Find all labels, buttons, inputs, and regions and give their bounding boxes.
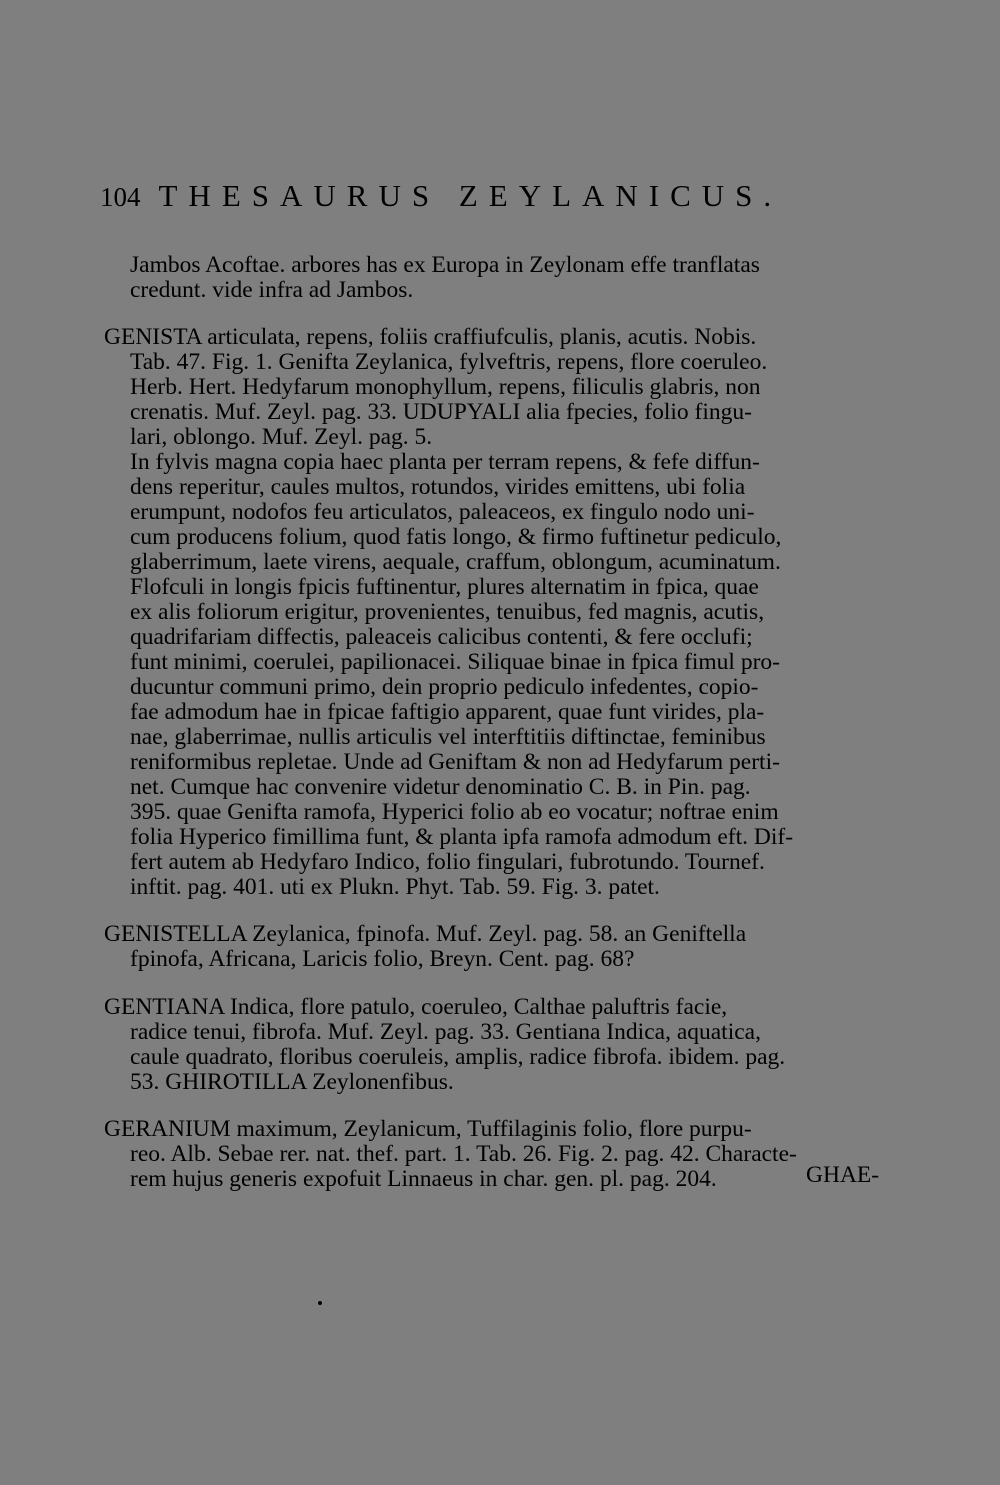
text-line: fert autem ab Hedyfaro Indico, folio fingulari, fubrotundo. Tournef. — [130, 849, 765, 875]
text-line: dens reperitur, caules multos, rotundos, virides emittens, ubi folia — [130, 474, 746, 500]
text-line: net. Cumque hac convenire videtur denominatio C. B. in Pin. pag. — [130, 774, 751, 800]
text-line: lari, oblongo. Muf. Zeyl. pag. 5. — [130, 424, 433, 450]
text-line: reniformibus repletae. Unde ad Geniftam & non ad Hedyfarum perti- — [130, 749, 780, 775]
text-line: GERANIUM maximum, Zeylanicum, Tuffilaginis folio, flore purpu- — [104, 1116, 752, 1142]
running-title: THESAURUS ZEYLANICUS. — [158, 178, 783, 213]
text-line: Flofculi in longis fpicis fuftinentur, plures alternatim in fpica, quae — [130, 574, 759, 600]
text-line: Jambos Acoftae. arbores has ex Europa in Zeylonam effe tranflatas — [130, 252, 760, 278]
text-line: 395. quae Genifta ramofa, Hyperici folio ab eo vocatur; noftrae enim — [130, 799, 779, 825]
text-line: nae, glaberrimae, nullis articulis vel interftitiis diftinctae, feminibus — [130, 724, 766, 750]
text-line: Tab. 47. Fig. 1. Genifta Zeylanica, fylveftris, repens, flore coeruleo. — [130, 349, 768, 375]
ink-speck — [318, 1301, 322, 1305]
text-line: Herb. Hert. Hedyfarum monophyllum, repens, filiculis glabris, non — [130, 374, 761, 400]
text-line: reo. Alb. Sebae rer. nat. thef. part. 1. Tab. 26. Fig. 2. pag. 42. Characte- — [130, 1141, 797, 1167]
text-line: caule quadrato, floribus coeruleis, amplis, radice fibrofa. ibidem. pag. — [130, 1044, 786, 1070]
text-line: GENISTELLA Zeylanica, fpinofa. Muf. Zeyl. pag. 58. an Geniftella — [104, 921, 747, 947]
text-line: fae admodum hae in fpicae faftigio apparent, quae funt virides, pla- — [130, 699, 765, 725]
text-line: cum producens folium, quod fatis longo, & firmo fuftinetur pediculo, — [130, 524, 782, 550]
text-line: ducuntur communi primo, dein proprio pediculo infedentes, copio- — [130, 674, 759, 700]
text-line: ex alis foliorum erigitur, provenientes, tenuibus, fed magnis, acutis, — [130, 599, 765, 625]
text-line: credunt. vide infra ad Jambos. — [130, 277, 414, 303]
text-line: GENISTA articulata, repens, foliis craffiufculis, planis, acutis. Nobis. — [104, 324, 757, 350]
catchword: GHAE- — [806, 1162, 880, 1188]
text-line: funt minimi, coerulei, papilionacei. Siliquae binae in fpica fimul pro- — [130, 649, 780, 675]
text-line: inftit. pag. 401. uti ex Plukn. Phyt. Tab. 59. Fig. 3. patet. — [130, 874, 660, 900]
text-line: In fylvis magna copia haec planta per terram repens, & fefe diffun- — [130, 449, 760, 475]
text-line: crenatis. Muf. Zeyl. pag. 33. UDUPYALI alia fpecies, folio fingu- — [130, 399, 752, 425]
text-line: quadrifariam diffectis, paleaceis calicibus contenti, & fere occlufi; — [130, 624, 753, 650]
text-line: rem hujus generis expofuit Linnaeus in char. gen. pl. pag. 204. — [130, 1166, 717, 1192]
text-line: glaberrimum, laete virens, aequale, craffum, oblongum, acuminatum. — [130, 549, 781, 575]
text-line: folia Hyperico fimillima funt, & planta ipfa ramofa admodum eft. Dif- — [130, 824, 794, 850]
text-line: erumpunt, nodofos feu articulatos, paleaceos, ex fingulo nodo uni- — [130, 499, 755, 525]
page-number: 104 — [100, 182, 141, 212]
text-line: GENTIANA Indica, flore patulo, coeruleo, Calthae paluftris facie, — [104, 994, 728, 1020]
text-line: fpinofa, Africana, Laricis folio, Breyn. Cent. pag. 68? — [130, 946, 635, 972]
text-line: 53. GHIROTILLA Zeylonenfibus. — [130, 1069, 454, 1095]
text-line: radice tenui, fibrofa. Muf. Zeyl. pag. 33. Gentiana Indica, aquatica, — [130, 1019, 761, 1045]
page-header — [100, 178, 900, 228]
